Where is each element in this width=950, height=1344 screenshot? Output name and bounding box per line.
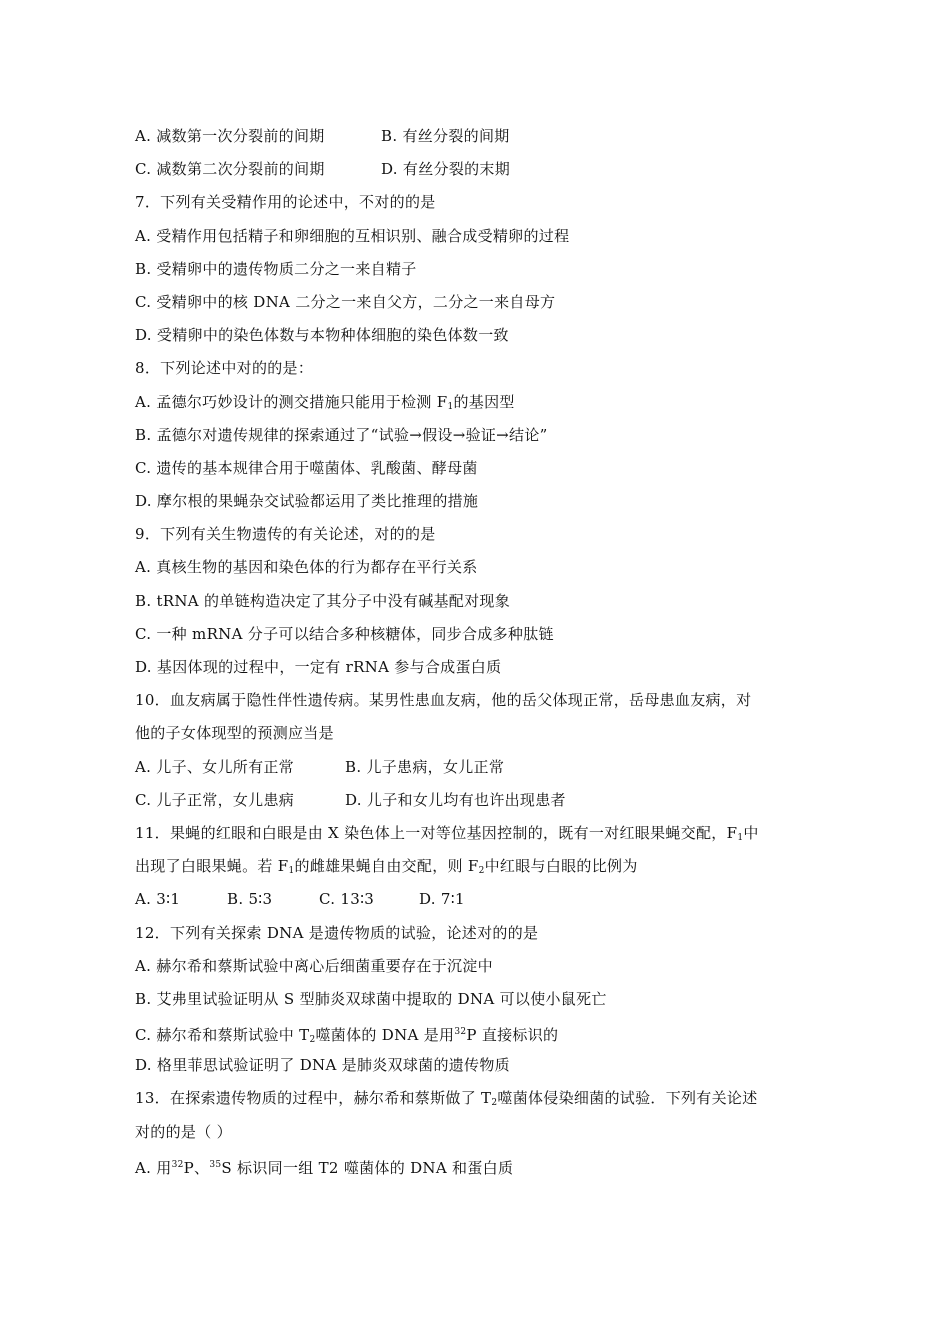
q11-option-c: C. 13∶3	[319, 890, 375, 909]
q11-line2-tail: 中红眼与白眼的比例为	[484, 857, 638, 876]
q6-option-c: C. 减数第二次分裂前的间期	[135, 160, 325, 179]
q13-option-a	[135, 1149, 825, 1182]
q12-option-c-text: C. 赫尔希和蔡斯试验中 T	[135, 1026, 310, 1045]
q13-option-a-superscript-2: 35	[209, 1159, 222, 1170]
q10-option-a: A. 儿子、女儿所有正常	[135, 757, 294, 776]
q13-option-a-middle: P、	[183, 1158, 210, 1177]
exam-page	[135, 120, 825, 1182]
q13-option-a-text: A. 用	[135, 1158, 172, 1177]
q10-options-row-2	[135, 784, 825, 817]
q7-option-d: D. 受精卵中的染色体数与本物种体细胞的染色体数一致	[135, 326, 509, 345]
q10-option-d: D. 儿子和女儿均有也许出现患者	[345, 790, 566, 809]
q7-option-c: C. 受精卵中的核 DNA 二分之一来自父方，二分之一来自母方	[135, 292, 556, 311]
q12-option-c-middle: 噬菌体的 DNA 是用	[315, 1026, 455, 1045]
q7-stem: 7．下列有关受精作用的论述中，不对的的是	[135, 193, 436, 212]
q11-stem-line-1	[135, 817, 825, 850]
q9-stem: 9．下列有关生物遗传的有关论述，对的的是	[135, 525, 436, 544]
q10-option-c: C. 儿子正常，女儿患病	[135, 790, 295, 809]
q6-option-b: B. 有丝分裂的间期	[381, 127, 510, 145]
q12-option-c	[135, 1016, 825, 1049]
q11-option-d: D. 7∶1	[419, 890, 465, 909]
q9-option-c: C. 一种 mRNA 分子可以结合多种核糖体，同步合成多种肽链	[135, 624, 554, 643]
q11-line1-tail: 中	[743, 823, 759, 842]
q13-stem-line-1	[135, 1082, 825, 1115]
q8-option-b: B. 孟德尔对遗传规律的探索通过了“试验→假设→验证→结论”	[135, 425, 548, 444]
q10-stem-line-1: 10．血友病属于隐性伴性遗传病。某男性患血友病，他的岳父体现正常，岳母患血友病，对	[135, 691, 752, 710]
q13-option-a-superscript-1: 32	[171, 1159, 184, 1170]
q6-options-row-2	[135, 153, 825, 186]
q9-option-a: A. 真核生物的基因和染色体的行为都存在平行关系	[135, 558, 478, 577]
q9-option-b: B. tRNA 的单链构造决定了其分子中没有碱基配对现象	[135, 591, 511, 610]
q6-option-d: D. 有丝分裂的末期	[381, 160, 511, 179]
q8-option-a	[135, 386, 825, 419]
q11-line2-text: 出现了白眼果蝇。若 F	[135, 857, 289, 876]
q8-option-a-text: A. 孟德尔巧妙设计的测交措施只能用于检测 F	[135, 392, 448, 411]
q8-stem: 8．下列论述中对的的是：	[135, 359, 314, 378]
q8-option-a-tail: 的基因型	[453, 392, 515, 411]
q12-option-b: B. 艾弗里试验证明从 S 型肺炎双球菌中提取的 DNA 可以使小鼠死亡	[135, 989, 607, 1008]
q12-option-c-tail: P 直接标识的	[466, 1026, 559, 1045]
q13-line1-subscript: 2	[491, 1098, 498, 1109]
q11-line2-middle: 的雌雄果蝇自由交配，则 F	[294, 857, 479, 876]
q11-line2-subscript-2: 2	[478, 866, 485, 877]
q8-option-a-subscript: 1	[447, 401, 454, 412]
q11-stem-line-2	[135, 850, 825, 883]
q8-option-d: D. 摩尔根的果蝇杂交试验都运用了类比推理的措施	[135, 492, 479, 511]
q13-line1-text: 13．在探索遗传物质的过程中，赫尔希和蔡斯做了 T	[135, 1089, 492, 1108]
q8-option-c: C. 遗传的基本规律合用于噬菌体、乳酸菌、酵母菌	[135, 458, 478, 477]
q7-option-a: A. 受精作用包括精子和卵细胞的互相识别、融合成受精卵的过程	[135, 226, 570, 245]
q11-line1-subscript: 1	[737, 832, 744, 843]
q12-option-c-subscript: 2	[309, 1035, 316, 1046]
q11-option-b: B. 5∶3	[227, 890, 273, 909]
q6-options-row-1	[135, 120, 825, 153]
q9-option-d: D. 基因体现的过程中，一定有 rRNA 参与合成蛋白质	[135, 658, 502, 676]
q13-option-a-tail: S 标识同一组 T2 噬菌体的 DNA 和蛋白质	[221, 1158, 514, 1177]
q7-option-b: B. 受精卵中的遗传物质二分之一来自精子	[135, 259, 417, 278]
q12-stem: 12．下列有关探索 DNA 是遗传物质的试验，论述对的的是	[135, 923, 539, 942]
q11-options-row	[135, 883, 825, 916]
q13-stem-line-2: 对的的是（ ）	[135, 1122, 232, 1141]
q10-options-row-1	[135, 751, 825, 784]
q10-option-b: B. 儿子患病，女儿正常	[345, 757, 505, 776]
q10-stem-line-2: 他的子女体现型的预测应当是	[135, 724, 334, 743]
q12-option-a: A. 赫尔希和蔡斯试验中离心后细菌重要存在于沉淀中	[135, 956, 493, 975]
q11-option-a: A. 3∶1	[135, 890, 181, 909]
q6-option-a: A. 减数第一次分裂前的间期	[135, 127, 325, 145]
q11-line2-subscript-1: 1	[288, 866, 295, 877]
q13-line1-tail: 噬菌体侵染细菌的试验．下列有关论述	[497, 1089, 758, 1108]
q11-line1-text: 11．果蝇的红眼和白眼是由 X 染色体上一对等位基因控制的，既有一对红眼果蝇交配，F	[135, 823, 738, 842]
q12-option-c-superscript: 32	[454, 1027, 467, 1038]
q12-option-d: D. 格里菲思试验证明了 DNA 是肺炎双球菌的遗传物质	[135, 1056, 510, 1075]
